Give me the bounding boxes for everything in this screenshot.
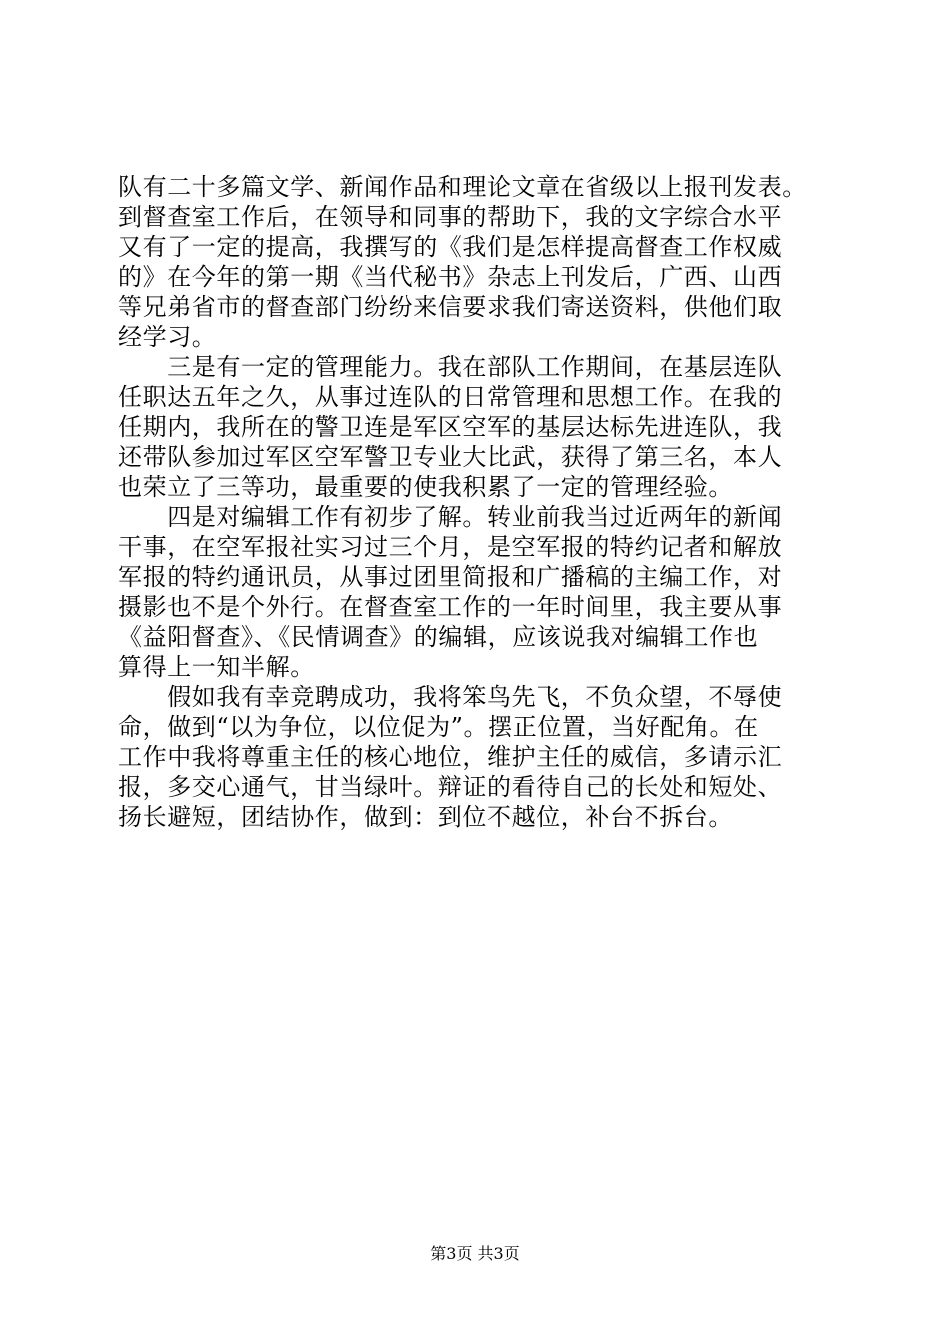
- text-line: 三是有一定的管理能力。我在部队工作期间，在基层连队: [118, 353, 783, 381]
- text-line: 《益阳督查》、《民情调查》的编辑，应该说我对编辑工作也: [118, 623, 759, 651]
- text-line: 干事，在空军报社实习过三个月，是空军报的特约记者和解放: [118, 533, 783, 561]
- page-indicator: 第3页 共3页: [430, 1244, 520, 1263]
- text-line: 到督查室工作后，在领导和同事的帮助下，我的文字综合水平: [118, 203, 783, 231]
- text-line: 经学习。: [118, 323, 217, 351]
- text-line: 还带队参加过军区空军警卫专业大比武，获得了第三名，本人: [118, 443, 783, 471]
- text-line: 四是对编辑工作有初步了解。转业前我当过近两年的新闻: [118, 503, 783, 531]
- document-body: [118, 172, 838, 832]
- text-line: 等兄弟省市的督查部门纷纷来信要求我们寄送资料，供他们取: [118, 293, 783, 321]
- text-line: 任期内，我所在的警卫连是军区空军的基层达标先进连队，我: [118, 413, 783, 441]
- text-line: 报，多交心通气，甘当绿叶。辩证的看待自己的长处和短处、: [118, 773, 783, 801]
- text-line: 又有了一定的提高，我撰写的《我们是怎样提高督查工作权威: [118, 233, 783, 261]
- text-line: 队有二十多篇文学、新闻作品和理论文章在省级以上报刊发表。: [118, 173, 807, 201]
- text-line: 也荣立了三等功，最重要的使我积累了一定的管理经验。: [118, 473, 733, 501]
- text-line: 算得上一知半解。: [118, 653, 315, 681]
- text-line: 军报的特约通讯员，从事过团里简报和广播稿的主编工作，对: [118, 563, 783, 591]
- text-line: 工作中我将尊重主任的核心地位，维护主任的威信，多请示汇: [118, 743, 783, 771]
- text-line: 扬长避短，团结协作，做到：到位不越位，补台不拆台。: [118, 803, 733, 831]
- text-line: 任职达五年之久，从事过连队的日常管理和思想工作。在我的: [118, 383, 783, 411]
- text-line: 的》在今年的第一期《当代秘书》杂志上刊发后，广西、山西: [118, 263, 783, 291]
- text-line: 摄影也不是个外行。在督查室工作的一年时间里，我主要从事: [118, 593, 783, 621]
- text-line: 命，做到“以为争位，以位促为”。摆正位置，当好配角。在: [118, 713, 759, 741]
- text-line: 假如我有幸竞聘成功，我将笨鸟先飞，不负众望，不辱使: [118, 683, 783, 711]
